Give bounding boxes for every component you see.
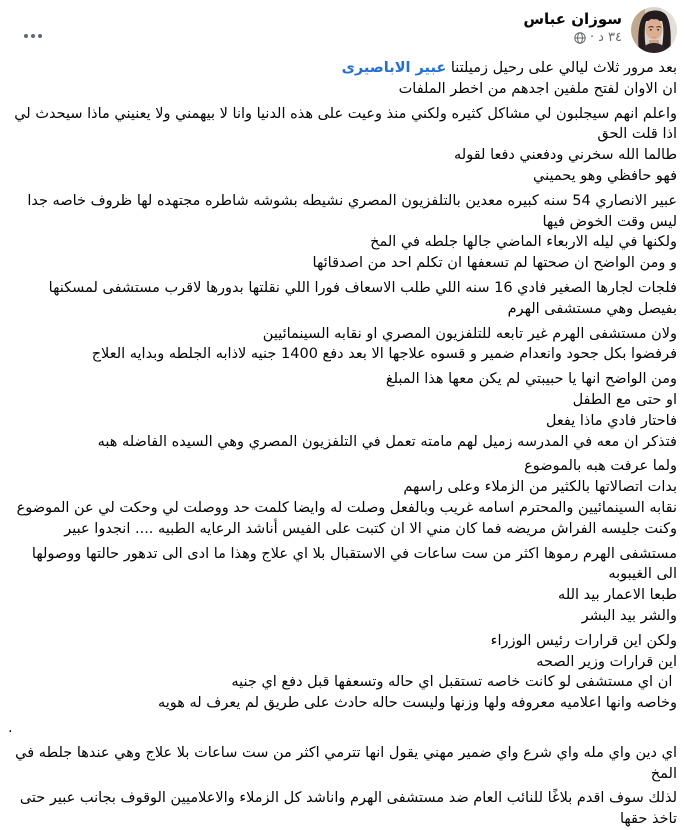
post-line: ولما عرفت هبه بالموضوع: [524, 458, 677, 475]
mention-link[interactable]: عبير الاباصيرى: [341, 60, 447, 76]
post-line: ليس وقت الخوض فيها: [542, 213, 677, 230]
post-line: طالما الله سخرني ودفعني دفعا لقوله: [454, 147, 677, 164]
post-paragraph: [8, 58, 677, 100]
header-info: [523, 7, 622, 46]
post-line: و ومن الواضح ان صحتها لم تسعفها ان تكلم احد من اصدقائها: [312, 255, 677, 272]
post-line: اي دين واي مله واي شرع واي ضمير مهني يقول انها تترمي اكثر من ست ساعات بلا علاج وهي عندها جلطه في المخ: [10, 744, 677, 782]
post-line: والشر بيد البشر: [581, 607, 677, 624]
post-line: وخاصه وانها اعلاميه معروفه ولها وزنها وليست حاله حادث على طريق لم يعرف له هويه: [157, 695, 677, 712]
post-paragraph: [8, 104, 677, 187]
post-line: فتذكر ان معه في المدرسه زميل لهم مامته تعمل في التلفزيون المصري وهي السيده الفاضله هبه: [97, 433, 677, 450]
post-line: فرفضوا بكل جحود وانعدام ضمير و قسوه علاجها الا بعد دفع 1400 جنيه لاذابه الجلطه وبدايه العلاج: [91, 346, 677, 363]
post-line: ولان مستشفى الهرم غير تابعه للتلفزيون المصري او نقابه السينمائيين: [262, 325, 677, 342]
post-line: او حتى مع الطفل: [572, 391, 677, 408]
timestamp[interactable]: ٣٤ د: [598, 30, 622, 45]
post-line: فلجات لجارها الصغير فادي 16 سنه اللي طلب الاسعاف فورا اللي نقلتها بدورها لاقرب مستشفى لمسكنها بفيصل وهي مستشفى الهرم: [44, 279, 677, 317]
post-header: [0, 0, 685, 52]
post-line: فاحتار فادي ماذا يفعل: [545, 412, 677, 429]
post-paragraph: [8, 631, 677, 714]
post-line: ان اي مستشفى لو كانت خاصه تستقبل اي حاله وتسعفها قبل دفع اي جنيه: [231, 674, 677, 691]
post-line: .: [8, 719, 13, 736]
meta-separator: ·: [589, 30, 595, 45]
post-line: عبير الانصاري 54 سنه كبيره معدين بالتلفزيون المصري نشيطه بشوشه شاطره مجتهده لها ظروف خاصه جدا: [27, 192, 677, 209]
post-paragraph: [8, 278, 677, 320]
post-text: بعد مرور ثلاث ليالي على رحيل زميلتنا: [446, 60, 677, 76]
post-line: اين قرارات وزير الصحه: [536, 653, 677, 670]
post-line: مستشفى الهرم رموها اكثر من ست ساعات في الاستقبال بلا اي علاج وهذا ما ادى الى تدهور حالتها ووصولها الى الغيبوبه: [27, 545, 677, 583]
post-line: لذلك سوف اقدم بلاغًا للنائب العام ضد مستشفى الهرم واناشد كل الزملاء والاعلاميين الوقوف بجانب عبير حتى تاخذ حقها: [15, 790, 677, 828]
post-line: واعلم انهم سيجلبون لي مشاكل كثيره ولكني منذ وعيت على هذه الدنيا وانا لا بيهمني ولا يعنيني ماذا سيحدث لي اذا قلت الحق: [9, 105, 677, 143]
post-paragraph: [8, 456, 677, 539]
post-content: [0, 52, 685, 830]
avatar-image: [631, 7, 677, 53]
post-line: بدات اتصالاتها بالكثير من الزملاء وعلى راسهم: [403, 479, 677, 496]
post-line: ان الاوان لفتح ملفين اجدهم من اخطر الملفات: [398, 80, 677, 97]
globe-icon: [574, 32, 586, 44]
more-dot: [38, 34, 42, 38]
more-dot: [31, 34, 35, 38]
more-options-button[interactable]: [18, 28, 48, 44]
post-line: ولكن اين قرارات رئيس الوزراء: [490, 632, 677, 649]
post-line: فهو حافظي وهو يحميني: [533, 167, 677, 184]
post-paragraph: [8, 718, 677, 739]
post-line: نقابه السينمائيين والمحترم اسامه غريب وبالفعل وصلت له وايضا كلمت حد ووصلت لي وحكت لي عن الموضوع وكنت جليسه الفراش مريضه فما كان مني الا ان كتبت على الفيس أناشد الرعايه الطبيه .... انجدوا عبير: [12, 499, 677, 537]
post-paragraph: [8, 369, 677, 452]
author-name[interactable]: سوزان عباس: [523, 10, 622, 28]
post-paragraph: [8, 788, 677, 830]
post-line: [8, 58, 677, 79]
post-meta: [523, 30, 622, 46]
post-paragraph: [8, 191, 677, 274]
more-dot: [24, 34, 28, 38]
post-line: ومن الواضح انها يا حبيبتي لم يكن معها هذا المبلغ: [385, 371, 677, 388]
avatar[interactable]: [631, 7, 677, 53]
post-paragraph: [8, 743, 677, 785]
post-line: طبعا الاعمار بيد الله: [558, 587, 677, 604]
post-paragraph: [8, 324, 677, 366]
post-paragraph: [8, 544, 677, 627]
post-line: ولكنها في ليله الاربعاء الماضي جالها جلطه في المخ: [370, 234, 677, 251]
